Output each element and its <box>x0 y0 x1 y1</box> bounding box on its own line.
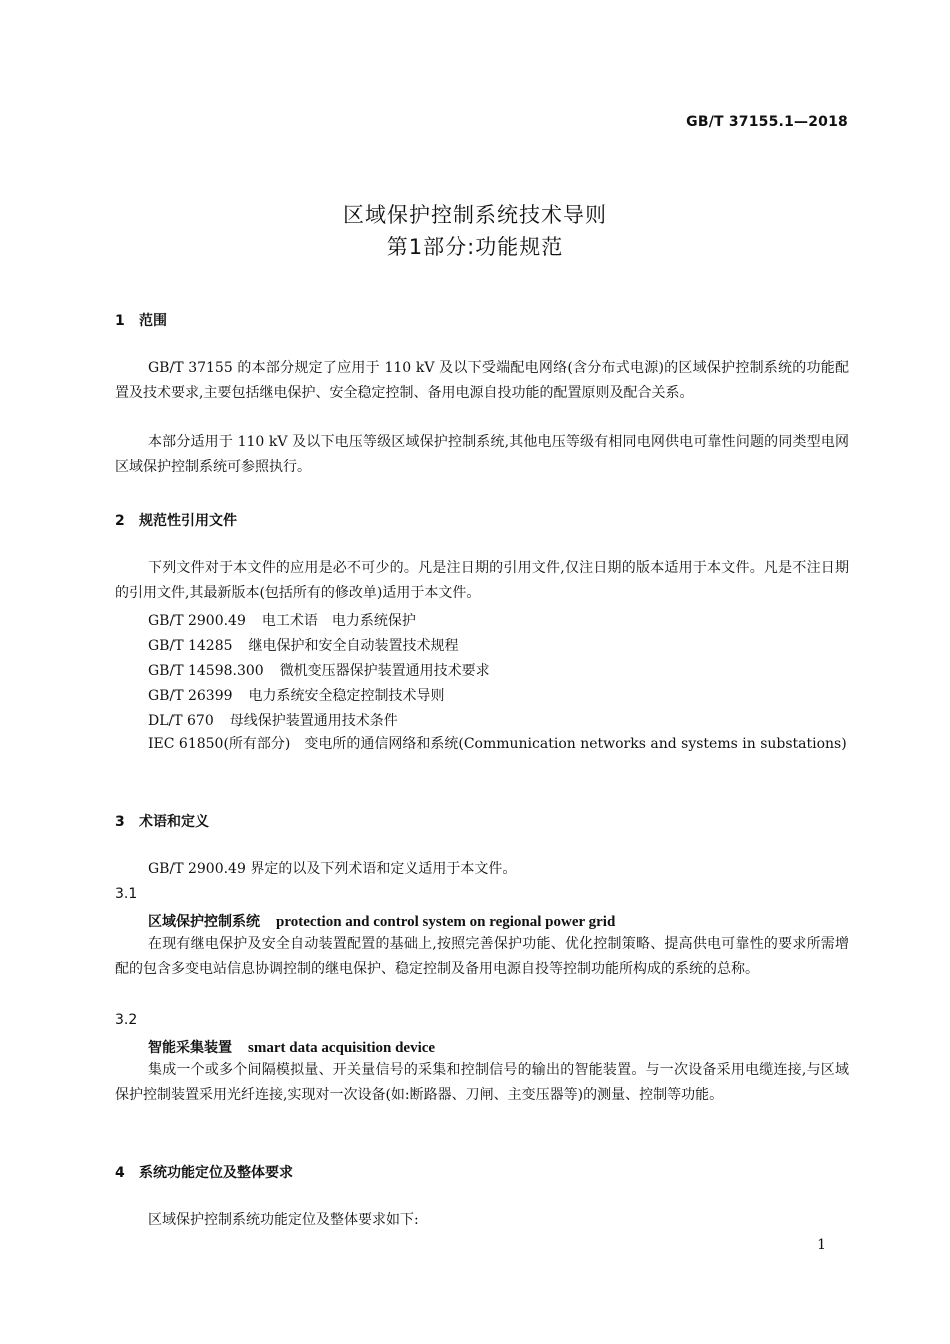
references-intro: 下列文件对于本文件的应用是必不可少的。凡是注日期的引用文件,仅注日期的版本适用于本文件。凡是不注日期的引用文件,其最新版本(包括所有的修改单)适用于本文件。 <box>115 560 849 601</box>
reference-code: GB/T 26399 <box>148 688 233 704</box>
reference-title: 微机变压器保护装置通用技术要求 <box>279 663 490 679</box>
reference-code: DL/T 670 <box>148 713 214 729</box>
reference-title: 继电保护和安全自动装置技术规程 <box>248 638 459 654</box>
section-heading-normative-references <box>115 510 237 530</box>
term-definition: 集成一个或多个间隔模拟量、开关量信号的采集和控制信号的输出的智能装置。与一次设备采用电缆连接,与区域保护控制装置采用光纤连接,实现对一次设备(如:断路器、刀闸、主变压器等)的测量、控制等功能。 <box>115 1062 849 1103</box>
term-name-en: protection and control system on regional power grid <box>276 914 616 930</box>
reference-item <box>148 635 459 655</box>
term-heading <box>148 911 615 931</box>
term-name-en: smart data acquisition device <box>248 1040 436 1056</box>
scope-paragraph-1: GB/T 37155 的本部分规定了应用于 110 kV 及以下受端配电网络(含分布式电源)的区域保护控制系统的功能配置及技术要求,主要包括继电保护、安全稳定控制、备用电源自投功能的配置原则及配合关系。 <box>115 360 849 401</box>
reference-title: 电工术语 电力系统保护 <box>261 613 416 629</box>
term-number: 3.2 <box>115 1012 138 1028</box>
section-number: 1 <box>115 313 125 329</box>
section-title: 规范性引用文件 <box>139 513 237 529</box>
section-number: 4 <box>115 1165 125 1181</box>
reference-title: 母线保护装置通用技术条件 <box>229 713 398 729</box>
document-title: 区域保护控制系统技术导则 <box>343 203 607 227</box>
reference-item <box>148 610 416 630</box>
section-number: 2 <box>115 513 125 529</box>
section-heading-terms <box>115 811 209 831</box>
section-title: 范围 <box>139 313 167 329</box>
scope-paragraph-2: 本部分适用于 110 kV 及以下电压等级区域保护控制系统,其他电压等级有相同电网供电可靠性问题的同类型电网区域保护控制系统可参照执行。 <box>115 434 849 475</box>
system-requirements-intro: 区域保护控制系统功能定位及整体要求如下: <box>148 1212 419 1228</box>
page-number: 1 <box>817 1237 826 1253</box>
term-name-zh: 区域保护控制系统 <box>148 914 260 930</box>
term-number: 3.1 <box>115 886 138 902</box>
term-name-zh: 智能采集装置 <box>148 1040 232 1056</box>
section-title: 系统功能定位及整体要求 <box>139 1165 293 1181</box>
section-title: 术语和定义 <box>139 814 209 830</box>
reference-code: GB/T 2900.49 <box>148 613 246 629</box>
section-heading-system-requirements <box>115 1162 293 1182</box>
reference-item-iec: IEC 61850(所有部分) 变电所的通信网络和系统(Communication networks and systems in substations) <box>148 736 847 752</box>
terms-intro: GB/T 2900.49 界定的以及下列术语和定义适用于本文件。 <box>148 861 517 877</box>
term-heading <box>148 1037 435 1057</box>
standard-code: GB/T 37155.1—2018 <box>686 114 848 130</box>
reference-item <box>148 685 445 705</box>
document-subtitle: 第1部分:功能规范 <box>386 235 564 259</box>
section-number: 3 <box>115 814 125 830</box>
reference-item <box>148 710 398 730</box>
reference-code: GB/T 14598.300 <box>148 663 264 679</box>
reference-title: 电力系统安全稳定控制技术导则 <box>248 688 445 704</box>
section-heading-scope <box>115 310 167 330</box>
reference-item <box>148 660 490 680</box>
term-definition: 在现有继电保护及安全自动装置配置的基础上,按照完善保护功能、优化控制策略、提高供电可靠性的要求所需增配的包含多变电站信息协调控制的继电保护、稳定控制及备用电源自投等控制功能所构成的系统的总称。 <box>115 936 849 977</box>
reference-code: GB/T 14285 <box>148 638 233 654</box>
